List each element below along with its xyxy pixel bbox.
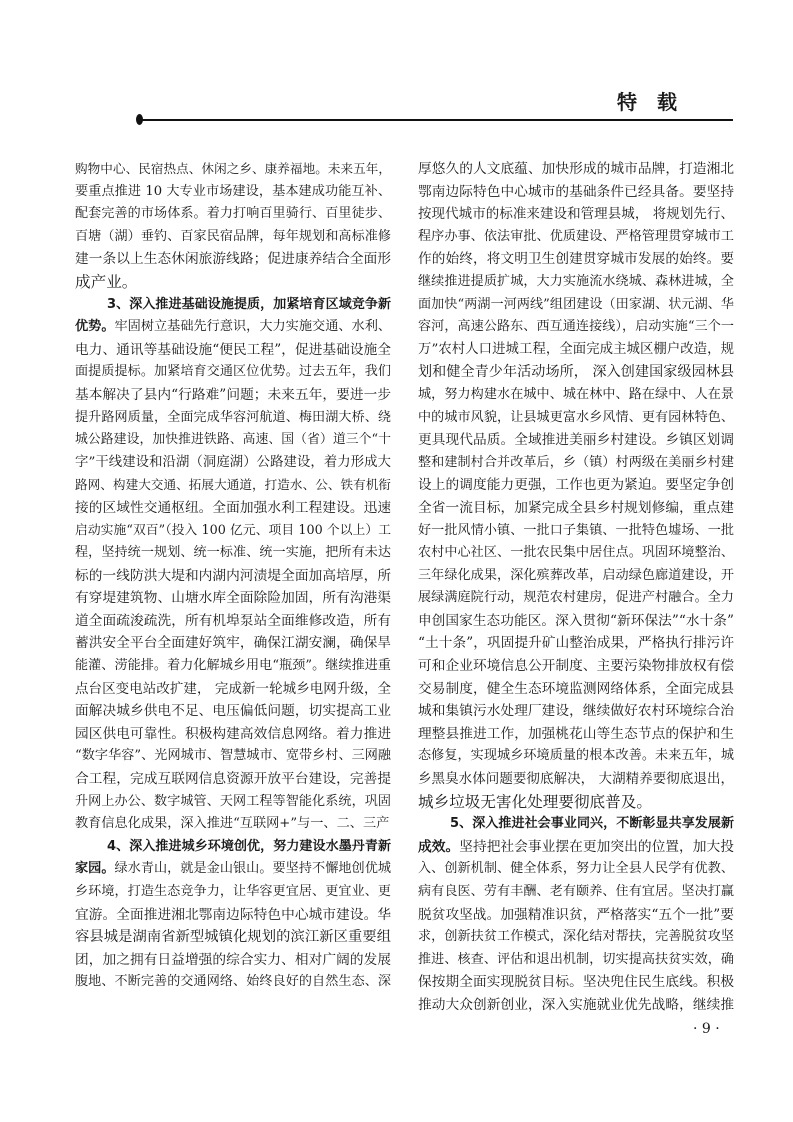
text-line: 推动大众创新创业，深入实施就业优先战略，继续推 xyxy=(418,996,734,1013)
text-line: 可和企业环境信息公开制度、主要污染物排放权有偿 xyxy=(418,658,734,675)
text-line: 推进、核查、评估和退出机制，切实提高扶贫实效，确 xyxy=(418,951,734,967)
text-line: 标的一线防洪大堤和内湖内河渍堤全面加高培厚，所 xyxy=(75,567,391,584)
text-line: 牢固树立基础先行意识，大力实施交通、水利、 xyxy=(114,319,392,335)
page-number: · 9 · xyxy=(693,1021,720,1037)
text-line: 成产业。 xyxy=(75,272,138,291)
text-line: 路网、构建大交通、拓展大通道，打造水、公、铁有机衔 xyxy=(75,477,391,493)
header-rule xyxy=(140,119,487,121)
text-line: 点台区变电站改扩建， 完成新一轮城乡电网升级，全 xyxy=(75,680,391,697)
left-column xyxy=(75,158,391,994)
text-line: 百塘（湖）垂钓、百家民宿品牌，每年规划和高标准修 xyxy=(75,228,391,244)
text-line: 面加快“两湖一河两线”组团建设（田家湖、状元湖、华 xyxy=(418,296,734,312)
text-line: 坚持把社会事业摆在更加突出的位置，加大投 xyxy=(459,838,735,855)
section-5-heading-end: 成效。 xyxy=(418,838,460,855)
section-title-char: 载 xyxy=(657,90,677,114)
text-line: 乡黑臭水体问题要彻底解决， 大湖精养要彻底退出， xyxy=(418,771,734,788)
text-line: 城，努力构建水在城中、城在林中、路在绿中、人在景 xyxy=(418,386,734,402)
text-line: 继续推进提质扩城，大力实施流水绕城、森林进城，全 xyxy=(418,273,734,289)
text-line: 腹地、不断完善的交通网络、始终良好的自然生态、深 xyxy=(75,974,391,990)
text-line: 城和集镇污水处理厂建设，继续做好农村环境综合治 xyxy=(418,703,734,720)
text-line: 好一批风情小镇、一批口子集镇、一批特色墟场、一批 xyxy=(418,522,734,538)
text-line: 要重点推进 10 大专业市场建设，基本建成功能互补、 xyxy=(75,183,391,199)
text-line: 入、创新机制、健全体系，努力让全县人民学有优教、 xyxy=(418,861,734,877)
text-line: 基本解决了县内“行路难”问题；未来五年，要进一步 xyxy=(75,386,391,403)
text-line: 电力、通讯等基础设施“便民工程”，促进基础设施全 xyxy=(75,341,391,358)
text-line: 程序办事、依法审批、优质建设、严格管理贯穿城市工 xyxy=(418,228,734,244)
section-3-heading: 3、深入推进基础设施提质，加紧培育区域竞争新 xyxy=(107,296,391,312)
text-line: 道全面疏浚疏洗，所有机埠泵站全面维修改造，所有 xyxy=(75,612,391,629)
text-line: 合工程，完成互联网信息资源开放平台建设，完善提 xyxy=(75,771,391,788)
text-line: 面提质提标。加紧培育交通区位优势。过去五年，我们 xyxy=(75,364,391,380)
section-5-heading: 5、深入推进社会事业同兴，不断彰显共享发展新 xyxy=(450,816,734,832)
text-line: 理整县推进工作，加强桃花山等生态节点的保护和生 xyxy=(418,725,734,742)
text-line: 有穿堤建筑物、山塘水库全面除险加固，所有沟港渠 xyxy=(75,590,391,607)
text-line: 面解决城乡供电不足、电压偏低问题，切实提高工业 xyxy=(75,703,391,720)
text-line: 启动实施“双百”（投入 100 亿元、项目 100 个以上）工 xyxy=(75,522,391,538)
text-line: “数字华容”、光网城市、智慧城市、宽带乡村、三网融 xyxy=(75,748,391,764)
text-line: 按现代城市的标准来建设和管理县城， 将规划先行、 xyxy=(418,206,734,223)
text-line: 容县城是湖南省新型城镇化规划的滨江新区重要组 xyxy=(75,929,391,946)
section-4-heading-end: 家园。 xyxy=(75,861,115,877)
text-line: 教育信息化成果，深入推进“互联网+”与一、二、三产 xyxy=(75,816,390,832)
text-line: 绿水青山，就是金山银山。要坚持不懈地创优城 xyxy=(114,861,392,877)
text-line: 程，坚持统一规划、统一标准、统一实施，把所有未达 xyxy=(75,545,391,561)
text-line: 团，加之拥有日益增强的综合实力、相对广阔的发展 xyxy=(75,951,391,968)
section-3-heading-continuation xyxy=(75,316,391,339)
text-line: 保按期全面实现脱贫目标。坚决兜住民生底线。积极 xyxy=(418,974,734,991)
text-line: 划和健全青少年活动场所， 深入创建国家级园林县 xyxy=(418,364,734,381)
text-line: 申创国家生态功能区。深入贯彻“新环保法”“水十条” xyxy=(418,612,734,629)
section-5-heading-continuation xyxy=(418,836,734,859)
text-line: 交易制度，健全生态环境监测网络体系，全面完成县 xyxy=(418,680,734,697)
section-4-heading-continuation xyxy=(75,858,391,881)
text-line: 提升路网质量，全面完成华容河航道、梅田湖大桥、绕 xyxy=(75,409,391,425)
section-title-char: 特 xyxy=(617,90,637,114)
header-rule-extension xyxy=(486,119,733,121)
text-line: 字”干线建设和沿湖（洞庭湖）公路建设，着力形成大 xyxy=(75,454,391,470)
text-line: 作的始终，将文明卫生创建贯穿城市发展的始终。要 xyxy=(418,251,734,268)
section-4-heading: 4、深入推进城乡环境创优，努力建设水墨丹青新 xyxy=(107,838,391,854)
text-line: 升网上办公、数字城管、天网工程等智能化系统，巩固 xyxy=(75,793,391,809)
text-line: 展绿满庭院行动，规范农村建房，促进产村融合。全力 xyxy=(418,590,734,606)
text-line: 中的城市风貌，让县城更富水乡风情、更有园林特色、 xyxy=(418,409,734,425)
text-line: 城乡垃圾无害化处理要彻底普及。 xyxy=(418,792,652,811)
text-line: 厚悠久的人文底蕴、加快形成的城市品牌，打造湘北 xyxy=(418,161,734,177)
text-line: 城公路建设，加快推进铁路、高速、国（省）道三个“十 xyxy=(75,432,391,448)
text-line: 病有良医、劳有丰酬、老有颐养、住有宜居。坚决打赢 xyxy=(418,884,734,899)
section-title xyxy=(617,86,677,115)
text-line: 更具现代品质。全域推进美丽乡村建设。乡镇区划调 xyxy=(418,432,734,449)
text-line: 全省一流目标，加紧完成全县乡村规划修编，重点建 xyxy=(418,499,734,516)
text-line: 脱贫攻坚战。加强精准识贫，严格落实“五个一批”要 xyxy=(418,906,734,923)
text-line: 宜游。全面推进湘北鄂南边际特色中心城市建设。华 xyxy=(75,906,391,923)
text-line: 三年绿化成果，深化殡葬改革，启动绿色廊道建设，开 xyxy=(418,567,734,583)
text-line: 配套完善的市场体系。着力打响百里骑行、百里徒步、 xyxy=(75,206,391,222)
section-3-heading-end: 优势。 xyxy=(75,319,115,335)
text-line: 整和建制村合并改革后，乡（镇）村两级在美丽乡村建 xyxy=(418,454,734,470)
text-line: 设上的调度能力更强，工作也更为紧迫。要坚定争创 xyxy=(418,477,734,494)
text-line: 乡环境，打造生态竞争力，让华容更宜居、更宜业、更 xyxy=(75,884,391,899)
text-line: 建一条以上生态休闲旅游线路；促进康养结合全面形 xyxy=(75,251,391,268)
text-line: 能灌、涝能排。着力化解城乡用电“瓶颈”。继续推进重 xyxy=(75,658,391,674)
text-line: 态修复，实现城乡环境质量的根本改善。未来五年，城 xyxy=(418,748,734,764)
text-line: 容河，高速公路东、西互通连接线），启动实施“三个一 xyxy=(418,319,734,335)
text-line: 园区供电可靠性。积极构建高效信息网络。着力推进 xyxy=(75,725,391,742)
text-line: 鄂南边际特色中心城市的基础条件已经具备。要坚持 xyxy=(418,183,734,200)
text-line: 求，创新扶贫工作模式，深化结对帮扶，完善脱贫攻坚 xyxy=(418,929,734,945)
text-line: 农村中心社区、一批农民集中居住点。巩固环境整治、 xyxy=(418,545,734,561)
text-line: “土十条”，巩固提升矿山整治成果，严格执行排污许 xyxy=(418,635,734,652)
text-line: 接的区域性交通枢纽。全面加强水利工程建设。迅速 xyxy=(75,499,391,516)
text-line: 购物中心、民宿热点、休闲之乡、康养福地。未来五年， xyxy=(75,161,391,176)
text-line: 蓄洪安全平台全面建好筑牢，确保江湖安澜，确保旱 xyxy=(75,635,391,652)
right-column xyxy=(418,158,734,1017)
text-line: 万”农村人口进城工程，全面完成主城区棚户改造，规 xyxy=(418,341,734,357)
